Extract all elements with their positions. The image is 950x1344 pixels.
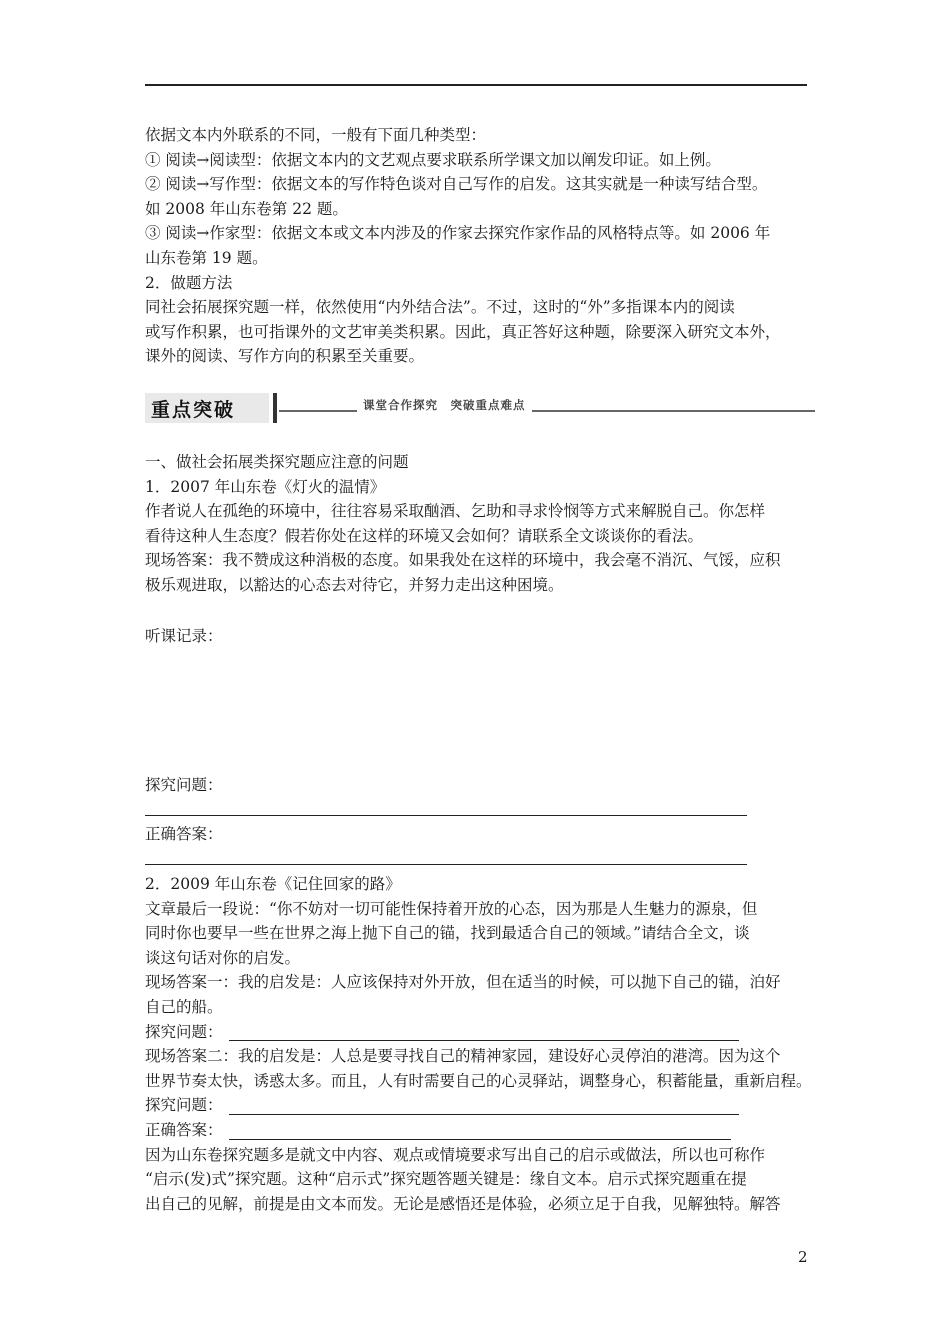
text-line: 现场答案一：我的启发是：人应该保持对外开放，但在适当的时候，可以抛下自己的锚，泊好 — [145, 973, 781, 992]
text-line: “启示(发)式”探究题。这种“启示式”探究题答题关键是：缘自文本。启示式探究题重在提 — [145, 1170, 747, 1189]
section-types-and-method — [145, 123, 815, 369]
notes-label: 听课记录： — [145, 627, 223, 645]
text-line: 现场答案：我不赞成这种消极的态度。如果我处在这样的环境中，我会毫不消沉、气馁，应积 — [145, 551, 781, 570]
text-line: 课外的阅读、写作方向的积累至关重要。 — [145, 347, 425, 366]
header-rule — [145, 84, 807, 86]
text-line: ① 阅读→阅读型：依据文本内的文艺观点要求联系所学课文加以阐发印证。如上例。 — [145, 150, 721, 169]
correct-answer-label: 正确答案： — [145, 1120, 223, 1139]
question-title: 2．2009 年山东卷《记住回家的路》 — [145, 875, 401, 893]
text-line: 出自己的见解，前提是由文本而发。无论是感悟还是体验，必须立足于自我，见解独特。解答 — [145, 1194, 781, 1213]
banner-subtitle: 课堂合作探究 突破重点难点 — [357, 397, 532, 413]
text-line: 自己的船。 — [145, 997, 223, 1016]
text-line: 看待这种人生态度？假若你处在这样的环境又会如何？请联系全文谈谈你的看法。 — [145, 526, 704, 545]
question-title: 1．2007 年山东卷《灯火的温情》 — [145, 477, 386, 496]
section-question-2 — [145, 872, 815, 1216]
correct-answer-label: 正确答案： — [145, 825, 223, 843]
section-heading: 一、做社会拓展类探究题应注意的问题 — [145, 453, 409, 471]
text-line: 同社会拓展探究题一样，依然使用“内外结合法”。不过，这时的“外”多指课本内的阅读 — [145, 298, 735, 317]
section-social-questions — [145, 450, 815, 598]
banner-title: 重点突破 — [151, 399, 236, 421]
text-line: ③ 阅读→作家型：依据文本或文本内涉及的作家去探究作家作品的风格特点等。如 2006 年 — [145, 224, 771, 243]
explore-question-blank[interactable] — [145, 815, 747, 816]
correct-answer-blank[interactable] — [145, 864, 747, 865]
text-line: 世界节奏太快，诱惑太多。而且，人有时需要自己的心灵驿站，调整身心，积蓄能量，重新启程。 — [145, 1071, 812, 1090]
text-line: 因为山东卷探究题多是就文中内容、观点或情境要求写出自己的启示或做法，所以也可称作 — [145, 1145, 766, 1164]
explore-question-blank[interactable] — [229, 1114, 739, 1115]
text-line: 山东卷第 19 题。 — [145, 248, 268, 267]
page-number: 2 — [798, 1248, 808, 1266]
correct-answer-blank[interactable] — [229, 1139, 731, 1140]
explore-question-label: 探究问题： — [145, 1096, 223, 1115]
text-line: 谈这句话对你的启发。 — [145, 948, 301, 967]
text-line: 如 2008 年山东卷第 22 题。 — [145, 199, 348, 218]
text-line: 现场答案二：我的启发是：人总是要寻找自己的精神家园，建设好心灵停泊的港湾。因为这个 — [145, 1047, 781, 1066]
explore-question-label: 探究问题： — [145, 776, 223, 794]
text-line: 文章最后一段说：“你不妨对一切可能性保持着开放的心态，因为那是人生魅力的源泉，但 — [145, 899, 758, 918]
text-line: 极乐观进取，以豁达的心态去对待它，并努力走出这种困境。 — [145, 575, 564, 594]
text-line: 同时你也要早一些在世界之海上抛下自己的锚，找到最适合自己的领域。”请结合全文，谈 — [145, 924, 750, 943]
text-line: 作者说人在孤绝的环境中，往往容易采取酗酒、乞助和寻求怜悯等方式来解脱自己。你怎样 — [145, 502, 766, 521]
text-line: 或写作积累，也可指课外的文艺审美类积累。因此，真正答好这种题，除要深入研究文本外， — [145, 322, 781, 341]
banner-title-box — [145, 393, 269, 423]
text-line: 依据文本内外联系的不同，一般有下面几种类型： — [145, 126, 487, 144]
subheading-method: 2．做题方法 — [145, 273, 233, 292]
banner-divider — [273, 393, 277, 423]
section-banner — [145, 393, 815, 427]
explore-question-label: 探究问题： — [145, 1022, 223, 1041]
explore-question-blank[interactable] — [229, 1040, 739, 1041]
text-line: ② 阅读→写作型：依据文本的写作特色谈对自己写作的启发。这其实就是一种读写结合型。 — [145, 175, 768, 194]
